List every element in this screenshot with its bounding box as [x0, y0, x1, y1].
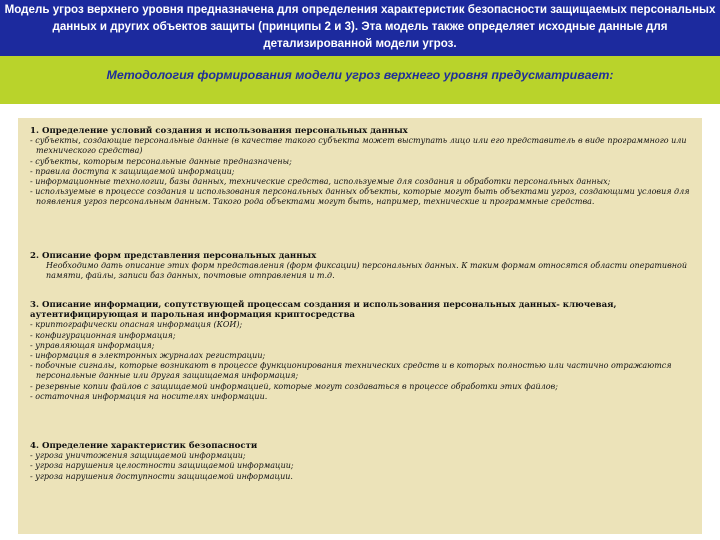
list-item: - субъекты, которым персональные данные предназначены; — [30, 156, 292, 166]
section-title: 1. Определение условий создания и использования персональных данных — [30, 126, 408, 136]
section-title: 3. Описание информации, сопутствующей процессам создания и использования персональных данных- ключевая, аутентифицирующая и парольная информация криптосредства — [30, 300, 617, 321]
list-item: - информация в электронных журналах регистрации; — [30, 351, 266, 361]
section-2 — [30, 251, 690, 282]
list-item: - правила доступа к защищаемой информации; — [30, 166, 235, 176]
list-item: - угроза уничтожения защищаемой информации; — [30, 451, 246, 461]
methodology-heading: Методология формирования модели угроз верхнего уровня предусматривает: — [106, 68, 614, 82]
list-item: - побочные сигналы, которые возникают в процессе функционирования технических средств и в которых полностью или частично отражаются персональные данные или другая защищаемая информация; — [30, 361, 672, 381]
slide-header: Модель угроз верхнего уровня предназначена для определения характеристик безопасности защищаемых персональных данных и других объектов защиты (принципы 2 и 3). Эта модель также определяет исходные данные для детализированной модели угроз. — [0, 0, 720, 56]
list-item: - резервные копии файлов с защищаемой информацией, которые могут создаваться в процессе обработки этих файлов; — [30, 381, 558, 391]
list-item: - угроза нарушения целостности защищаемой информации; — [30, 461, 294, 471]
list-item: - субъекты, создающие персональные данные (в качестве такого субъекта может выступать лицо или его представитель в виде программного или технического средства) — [30, 136, 687, 156]
section-title: 2. Описание форм представления персональных данных — [30, 251, 317, 261]
section-title: 4. Определение характеристик безопасности — [30, 441, 258, 451]
section-3 — [30, 300, 690, 402]
section-1 — [30, 126, 690, 208]
list-item: - криптографически опасная информация (КОИ); — [30, 320, 243, 330]
list-item: - используемые в процессе создания и использования персональных данных объекты, которые могут быть объектами угроз, создающими условия для появления угроз персональным данным. Такого рода объектами могут быть, например, технические и программные средства. — [30, 187, 690, 207]
list-item: - остаточная информация на носителях информации. — [30, 391, 268, 401]
list-item: - управляющая информация; — [30, 340, 155, 350]
section-paragraph: Необходимо дать описание этих форм представления (форм фиксации) персональных данных. К таким формам относятся области оперативной памяти, файлы, записи баз данных, почтовые отправления и т.д. — [46, 261, 687, 281]
list-item: - конфигурационная информация; — [30, 330, 176, 340]
list-item: - информационные технологии, базы данных, технические средства, используемые для создания и обработки персональных данных; — [30, 177, 611, 187]
list-item: - угроза нарушения доступности защищаемой информации. — [30, 471, 293, 481]
section-4 — [30, 441, 690, 482]
